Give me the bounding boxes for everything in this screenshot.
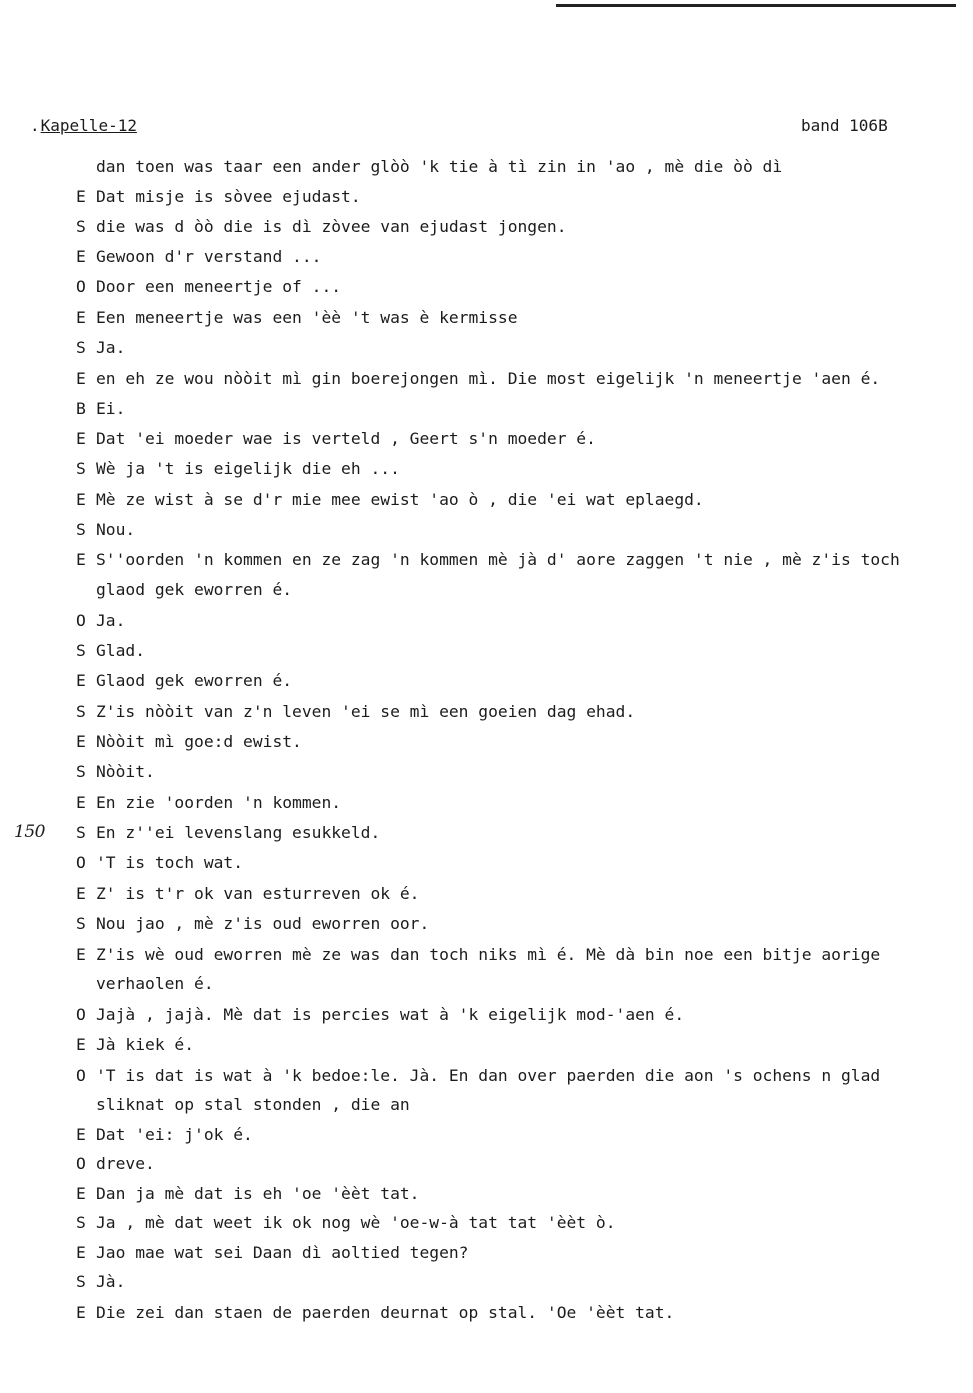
- utterance-text: Een meneertje was een 'èè 't was è kermisse: [96, 308, 518, 327]
- utterance-text: Ja.: [96, 611, 126, 630]
- utterance-text: Door een meneertje of ...: [96, 277, 342, 296]
- speaker-label: E: [76, 369, 86, 388]
- transcript-line: [76, 762, 155, 782]
- utterance-text: Z' is t'r ok van esturreven ok é.: [96, 884, 420, 903]
- transcript-line: [76, 1035, 194, 1055]
- transcript-line: [76, 308, 518, 328]
- speaker-label: E: [76, 732, 86, 751]
- speaker-label: E: [76, 1243, 86, 1262]
- utterance-text: glaod gek eworren é.: [96, 580, 293, 599]
- utterance-text: S''oorden 'n kommen en ze zag 'n kommen mè jà d' aore zaggen 't nie , mè z'is toch: [96, 550, 900, 569]
- speaker-label: O: [76, 277, 86, 296]
- transcript-line: [76, 580, 292, 600]
- utterance-text: dan toen was taar een ander glòò 'k tie à tì zin in 'ao , mè die òò dì: [96, 157, 783, 176]
- speaker-label: S: [76, 1272, 86, 1291]
- speaker-label: S: [76, 823, 86, 842]
- speaker-label: E: [76, 308, 86, 327]
- speaker-label: S: [76, 338, 86, 357]
- utterance-text: die was d òò die is dì zòvee van ejudast jongen.: [96, 217, 567, 236]
- transcript-line: [76, 671, 292, 691]
- utterance-text: Ja , mè dat weet ik ok nog wè 'oe-w-à tat tat 'èèt ò.: [96, 1213, 616, 1232]
- speaker-label: S: [76, 1213, 86, 1232]
- speaker-label: O: [76, 1005, 86, 1024]
- speaker-label: E: [76, 490, 86, 509]
- utterance-text: Z'is wè oud eworren mè ze was dan toch niks mì é. Mè dà bin noe een bitje aorige: [96, 945, 881, 964]
- speaker-label: E: [76, 1303, 86, 1322]
- transcript-line: [76, 641, 145, 661]
- transcript-line: [76, 157, 782, 177]
- utterance-text: Ei.: [96, 399, 126, 418]
- transcript-line: [76, 1184, 419, 1204]
- transcript-line: [76, 1243, 468, 1263]
- utterance-text: Dan ja mè dat is eh 'oe 'èèt tat.: [96, 1184, 420, 1203]
- transcript-line: [76, 550, 900, 570]
- utterance-text: Dat misje is sòvee ejudast.: [96, 187, 361, 206]
- transcript-line: [76, 247, 321, 267]
- utterance-text: Jao mae wat sei Daan dì aoltied tegen?: [96, 1243, 469, 1262]
- speaker-label: E: [76, 1125, 86, 1144]
- utterance-text: Nòòit mì goe:d ewist.: [96, 732, 302, 751]
- transcript-line: [76, 1125, 253, 1145]
- transcript-line: [76, 793, 341, 813]
- transcript-line: [76, 338, 125, 358]
- utterance-text: Dat 'ei: j'ok é.: [96, 1125, 253, 1144]
- utterance-text: Glaod gek eworren é.: [96, 671, 293, 690]
- speaker-label: S: [76, 459, 86, 478]
- utterance-text: Jà kiek é.: [96, 1035, 195, 1054]
- transcript-line: [76, 1005, 684, 1025]
- speaker-label: E: [76, 429, 86, 448]
- speaker-label: S: [76, 217, 86, 236]
- document-title: [30, 116, 137, 135]
- title-prefix: .: [30, 116, 40, 135]
- utterance-text: Mè ze wist à se d'r mie mee ewist 'ao ò , die 'ei wat eplaegd.: [96, 490, 704, 509]
- transcript-line: [76, 702, 635, 722]
- transcript-line: [76, 187, 361, 207]
- transcript-line: [76, 1213, 616, 1233]
- speaker-label: S: [76, 641, 86, 660]
- utterance-text: 'T is dat is wat à 'k bedoe:le. Jà. En dan over paerden die aon 's ochens n glad: [96, 1066, 881, 1085]
- utterance-text: Jà.: [96, 1272, 126, 1291]
- transcript-line: [76, 732, 302, 752]
- transcript-line: [76, 1154, 155, 1174]
- transcript-line: [76, 1095, 410, 1115]
- utterance-text: Nou.: [96, 520, 136, 539]
- utterance-text: En zie 'oorden 'n kommen.: [96, 793, 342, 812]
- utterance-text: Nou jao , mè z'is oud eworren oor.: [96, 914, 430, 933]
- transcript-line: [76, 1066, 880, 1086]
- speaker-label: E: [76, 671, 86, 690]
- transcript-line: [76, 945, 880, 965]
- speaker-label: E: [76, 550, 86, 569]
- utterance-text: verhaolen é.: [96, 974, 214, 993]
- transcript-line: [76, 490, 704, 510]
- transcript-line: [76, 611, 125, 631]
- utterance-text: Jajà , jajà. Mè dat is percies wat à 'k eigelijk mod-'aen é.: [96, 1005, 685, 1024]
- utterance-text: Z'is nòòit van z'n leven 'ei se mì een goeien dag ehad.: [96, 702, 636, 721]
- speaker-label: E: [76, 884, 86, 903]
- utterance-text: Dat 'ei moeder wae is verteld , Geert s'n moeder é.: [96, 429, 596, 448]
- speaker-label: E: [76, 187, 86, 206]
- speaker-label: O: [76, 1066, 86, 1085]
- transcript-line: [76, 429, 596, 449]
- utterance-text: En z''ei levenslang esukkeld.: [96, 823, 381, 842]
- speaker-label: E: [76, 247, 86, 266]
- utterance-text: en eh ze wou nòòit mì gin boerejongen mì. Die most eigelijk 'n meneertje 'aen é.: [96, 369, 881, 388]
- band-reference: band 106B: [801, 116, 888, 135]
- transcript-line: [76, 459, 400, 479]
- transcript-line: [76, 974, 214, 994]
- speaker-label: S: [76, 762, 86, 781]
- utterance-text: Nòòit.: [96, 762, 155, 781]
- utterance-text: sliknat op stal stonden , die an: [96, 1095, 410, 1114]
- speaker-label: E: [76, 1184, 86, 1203]
- speaker-label: S: [76, 914, 86, 933]
- transcript-line: [76, 1272, 125, 1292]
- utterance-text: Ja.: [96, 338, 126, 357]
- utterance-text: Wè ja 't is eigelijk die eh ...: [96, 459, 400, 478]
- transcript-line: [76, 399, 125, 419]
- transcript-line: [76, 369, 880, 389]
- transcript-line: [76, 217, 567, 237]
- transcript-line: [76, 853, 243, 873]
- speaker-label: O: [76, 1154, 86, 1173]
- transcript-line: [76, 823, 380, 843]
- transcript-line: [76, 277, 341, 297]
- speaker-label: E: [76, 793, 86, 812]
- utterance-text: Glad.: [96, 641, 146, 660]
- speaker-label: O: [76, 853, 86, 872]
- title-text: Kapelle-12: [40, 116, 137, 135]
- transcript-line: [76, 520, 135, 540]
- speaker-label: E: [76, 1035, 86, 1054]
- top-rule: [556, 4, 956, 7]
- speaker-label: S: [76, 520, 86, 539]
- transcript-line: [76, 884, 419, 904]
- speaker-label: B: [76, 399, 86, 418]
- speaker-label: S: [76, 702, 86, 721]
- transcript-line: [76, 914, 429, 934]
- transcript-line: [76, 1303, 674, 1323]
- utterance-text: Gewoon d'r verstand ...: [96, 247, 322, 266]
- utterance-text: 'T is toch wat.: [96, 853, 244, 872]
- utterance-text: Die zei dan staen de paerden deurnat op stal. 'Oe 'èèt tat.: [96, 1303, 675, 1322]
- utterance-text: dreve.: [96, 1154, 155, 1173]
- margin-line-number: 150: [14, 822, 45, 842]
- speaker-label: O: [76, 611, 86, 630]
- speaker-label: E: [76, 945, 86, 964]
